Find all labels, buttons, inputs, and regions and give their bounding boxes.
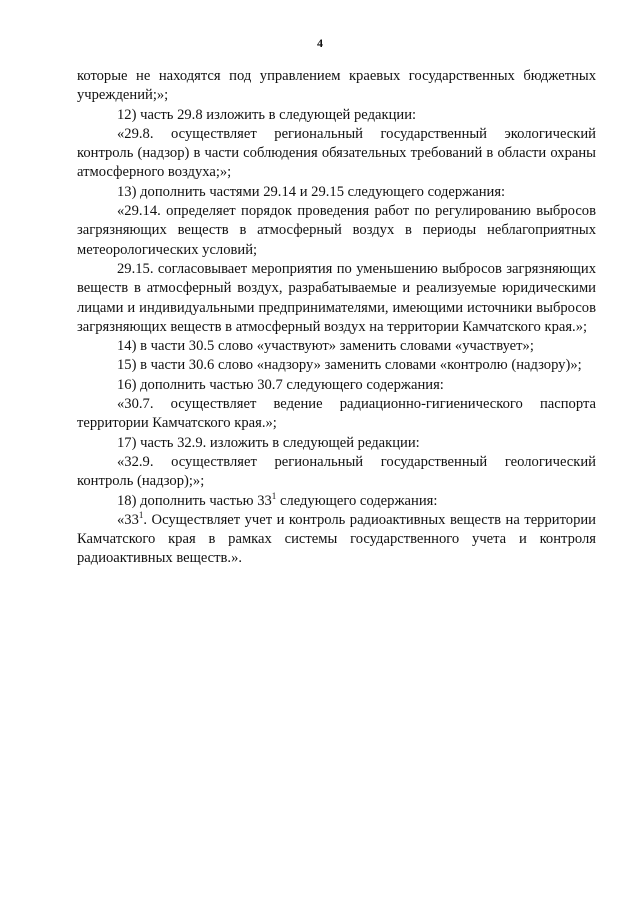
paragraph-item-14: 14) в части 30.5 слово «участвуют» заменить словами «участвует»; <box>117 338 534 355</box>
paragraph-item-13: 13) дополнить частями 29.14 и 29.15 следующего содержания: <box>117 183 506 200</box>
paragraph-item-18-before: 18) дополнить частью 33 <box>117 492 272 509</box>
paragraph-part-33-1-after: . Осуществляет учет и контроль радиоактивных веществ на территории Камчатского края в рамках системы государственного учета и контроля радиоактивных веществ.». <box>77 511 596 567</box>
paragraph-item-18 <box>77 492 596 511</box>
paragraph-item-17: 17) часть 32.9. изложить в следующей редакции: <box>117 434 420 451</box>
paragraph-part-33-1 <box>77 511 596 569</box>
paragraph-part-29-8: «29.8. осуществляет региональный государственный экологический контроль (надзор) в части соблюдения обязательных требований в области охраны атмосферного воздуха;»; <box>77 125 596 181</box>
paragraph-part-32-9: «32.9. осуществляет региональный государственный геологический контроль (надзор);»; <box>77 453 596 490</box>
superscript: 1 <box>271 490 277 501</box>
paragraph-continuation: которые не находятся под управлением краевых государственных бюджетных учреждений;»; <box>77 68 596 104</box>
paragraph-part-30-7: «30.7. осуществляет ведение радиационно-гигиенического паспорта территории Камчатского края.»; <box>77 396 596 432</box>
paragraph-item-18-after: следующего содержания: <box>276 492 438 509</box>
paragraph-item-15: 15) в части 30.6 слово «надзору» заменить словами «контролю (надзору)»; <box>117 357 582 374</box>
paragraph-part-33-1-before: «33 <box>117 511 139 528</box>
document-body <box>77 67 596 569</box>
paragraph-item-12: 12) часть 29.8 изложить в следующей редакции: <box>117 106 417 123</box>
paragraph-part-29-14: «29.14. определяет порядок проведения работ по регулированию выбросов загрязняющих веществ в атмосферный воздух в периоды неблагоприятных метеорологических условий; <box>77 203 596 258</box>
paragraph-part-29-15: 29.15. согласовывает мероприятия по уменьшению выбросов загрязняющих веществ в атмосферный воздух, разрабатываемые и реализуемые юридическими лицами и индивидуальными предпринимателями, имеющими источники выбросов загрязняющих веществ в атмосферный воздух на территории Камчатского края.»; <box>77 260 596 335</box>
superscript: 1 <box>138 509 144 520</box>
paragraph-item-16: 16) дополнить частью 30.7 следующего содержания: <box>117 376 444 393</box>
page-number: 4 <box>317 36 323 50</box>
